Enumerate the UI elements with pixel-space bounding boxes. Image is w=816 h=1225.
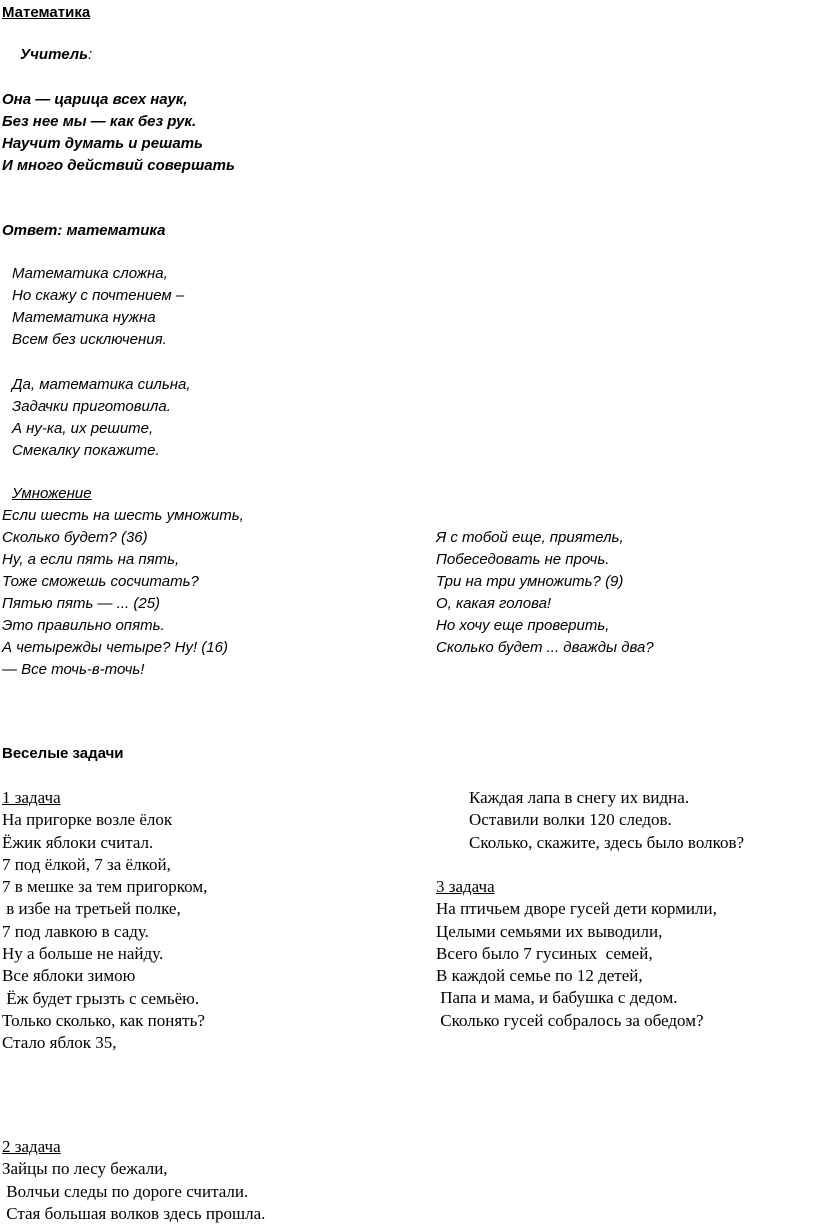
task-line: Стало яблок 35, xyxy=(2,1033,117,1053)
poem-line: Три на три умножить? (9) xyxy=(436,573,624,590)
verse-line: Математика нужна xyxy=(12,309,156,326)
poem-line: О, какая голова! xyxy=(436,595,552,612)
multiplication-title: Умножение xyxy=(12,485,92,502)
teacher-label-text: Учитель xyxy=(20,46,88,63)
poem-line: Но хочу еще проверить, xyxy=(436,617,610,634)
poem-line: Я с тобой еще, приятель, xyxy=(436,529,624,546)
task-line: На пригорке возле ёлок xyxy=(2,810,173,830)
task-line: Ёжик яблоки считал. xyxy=(2,832,154,852)
task-line: 7 в мешке за тем пригорком, xyxy=(2,877,208,897)
task-line: Всего было 7 гусиных семей, xyxy=(436,943,653,963)
task-line: Волчьи следы по дороге считали. xyxy=(2,1181,249,1201)
poem-line: А четырежды четыре? Ну! (16) xyxy=(2,639,228,656)
verse-1 xyxy=(12,263,184,351)
verse-line: Смекалку покажите. xyxy=(12,442,160,459)
verse-line: Математика сложна, xyxy=(12,265,168,282)
task-line: Ёж будет грызть с семьёю. xyxy=(2,988,200,1008)
poem-line: Это правильно опять. xyxy=(2,617,165,634)
task-line: На птичьем дворе гусей дети кормили, xyxy=(436,899,717,919)
task-3 xyxy=(436,876,717,1032)
verse-line: Но скажу с почтением – xyxy=(12,287,185,304)
task-line: Целыми семьями их выводили, xyxy=(436,921,663,941)
verse-line: Да, математика сильна, xyxy=(12,376,191,393)
task-line: Папа и мама, и бабушка с дедом. xyxy=(436,988,678,1008)
verse-line: А ну-ка, их решите, xyxy=(12,420,154,437)
multiplication-poem-left xyxy=(2,505,244,681)
riddle-line: Без нее мы — как без рук. xyxy=(2,113,197,130)
section-title: Веселые задачи xyxy=(2,745,124,762)
teacher-label xyxy=(20,44,92,66)
task-line: Зайцы по лесу бежали, xyxy=(2,1159,168,1179)
task-line: Стая большая волков здесь прошла. xyxy=(2,1203,266,1223)
task-line: Все яблоки зимою xyxy=(2,966,136,986)
riddle-line: И много действий совершать xyxy=(2,157,235,174)
task-2-title: 2 задача xyxy=(2,1137,61,1156)
verse-line: Всем без исключения. xyxy=(12,331,167,348)
poem-line: — Все точь-в-точь! xyxy=(2,661,145,678)
multiplication-poem-right xyxy=(436,527,654,659)
task-1 xyxy=(2,787,207,1055)
task-2 xyxy=(2,1136,265,1225)
verse-line: Задачки приготовила. xyxy=(12,398,171,415)
poem-line: Пятью пять — ... (25) xyxy=(2,595,161,612)
verse-2 xyxy=(12,374,191,462)
poem-line: Тоже сможешь сосчитать? xyxy=(2,573,199,590)
task-line: Только сколько, как понять? xyxy=(2,1010,205,1030)
task-3-title: 3 задача xyxy=(436,877,495,896)
riddle-line: Она — царица всех наук, xyxy=(2,91,188,108)
task-1-title: 1 задача xyxy=(2,788,61,807)
riddle xyxy=(2,89,235,177)
task-line: Каждая лапа в снегу их видна. xyxy=(469,788,690,807)
poem-line: Сколько будет? (36) xyxy=(2,529,148,546)
task-line: Сколько гусей собралось за обедом? xyxy=(436,1010,704,1030)
riddle-line: Научит думать и решать xyxy=(2,135,203,152)
riddle-answer: Ответ: математика xyxy=(2,222,166,239)
task-line: 7 под лавкою в саду. xyxy=(2,921,149,941)
task-line: Ну а больше не найду. xyxy=(2,944,164,964)
task-2-continuation xyxy=(469,787,744,854)
teacher-label-colon: : xyxy=(87,46,93,63)
task-line: Сколько, скажите, здесь было волков? xyxy=(469,832,745,852)
page-title: Математика xyxy=(2,4,91,21)
poem-line: Ну, а если пять на пять, xyxy=(2,551,180,568)
task-line: 7 под ёлкой, 7 за ёлкой, xyxy=(2,854,171,874)
task-line: в избе на третьей полке, xyxy=(2,899,181,919)
poem-line: Побеседовать не прочь. xyxy=(436,551,610,568)
task-line: Оставили волки 120 следов. xyxy=(469,810,672,830)
poem-line: Сколько будет ... дважды два? xyxy=(436,639,654,656)
poem-line: Если шесть на шесть умножить, xyxy=(2,507,244,524)
task-line: В каждой семье по 12 детей, xyxy=(436,966,643,986)
